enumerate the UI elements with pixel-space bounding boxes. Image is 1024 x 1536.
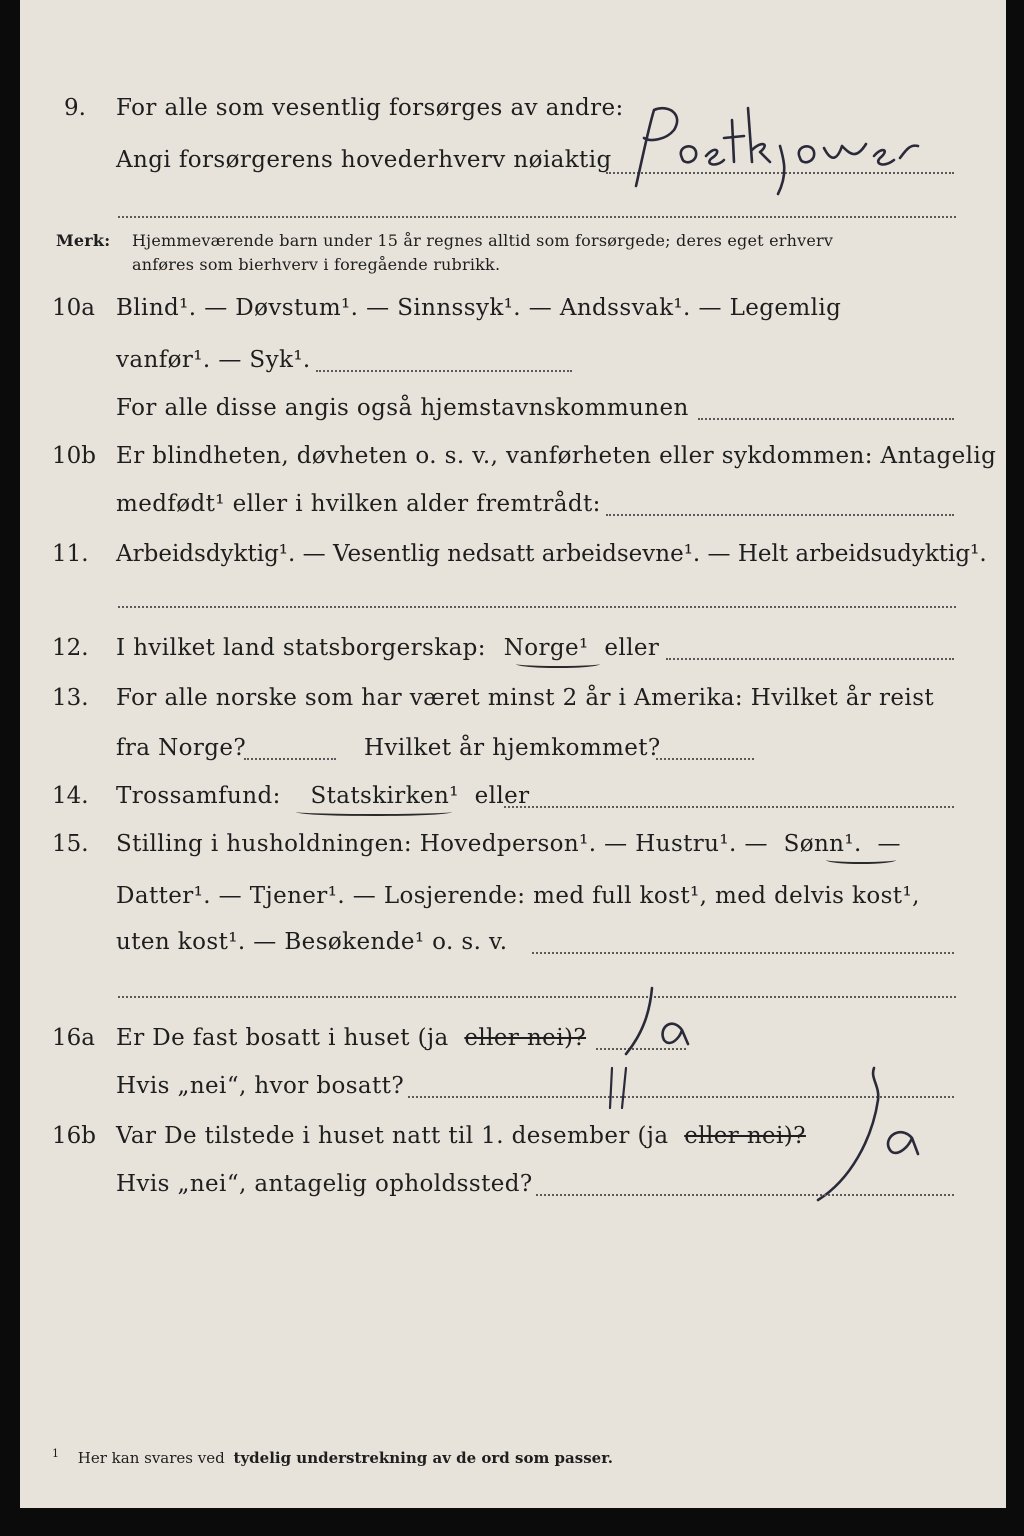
- q15-number: 15.: [52, 831, 89, 857]
- footnote: [52, 1444, 613, 1468]
- merk-label: Merk:: [56, 231, 111, 250]
- q15-line3: uten kost¹. — Besøkende¹ o. s. v.: [116, 929, 508, 955]
- q10a-number: 10a: [52, 295, 95, 321]
- q9-number: 9.: [64, 95, 86, 121]
- q13-number: 13.: [52, 685, 89, 711]
- q10a-line3: For alle disse angis også hjemstavnskommunen: [116, 395, 689, 421]
- footnote-text-b: tydelig understrekning av de ord som passer.: [233, 1449, 613, 1467]
- q10b-answer-line: [606, 514, 954, 516]
- q16b-opholdssted-line: [536, 1194, 954, 1196]
- q9-line1: For alle som vesentlig forsørges av andre:: [116, 95, 624, 121]
- q15-line1: [116, 830, 901, 858]
- q16b-question: Var De tilstede i huset natt til 1. desember (ja: [116, 1123, 669, 1149]
- footnote-text-a: Her kan svares ved: [77, 1449, 225, 1467]
- q12-question: I hvilket land statsborgerskap:: [116, 635, 486, 661]
- q10a-hjemstavn-line: [698, 418, 954, 420]
- q16b-line2: Hvis „nei“, antagelig opholdssted?: [116, 1171, 533, 1197]
- q11-number: 11.: [52, 541, 89, 567]
- q12-answer-line: [666, 658, 954, 660]
- q10a-syk-line: [316, 370, 572, 372]
- q16a-struck-option: eller nei)?: [464, 1025, 587, 1051]
- q13-hjemkommet-line: [656, 758, 754, 760]
- q10b-line2: medfødt¹ eller i hvilken alder fremtrådt:: [116, 491, 601, 517]
- q13-line2b: Hvilket år hjemkommet?: [364, 735, 661, 761]
- census-form-page: [20, 0, 1006, 1508]
- q14-line: [116, 782, 530, 810]
- merk-line1: Hjemmeværende barn under 15 år regnes alltid som forsørgede; deres eget erhverv: [132, 231, 834, 250]
- q12-underline-mark: [516, 660, 600, 668]
- q12-number: 12.: [52, 635, 89, 661]
- scan-bottom-strip: [0, 1508, 1024, 1536]
- q15-line2: Datter¹. — Tjener¹. — Losjerende: med full kost¹, med delvis kost¹,: [116, 883, 920, 909]
- q12-norge-option: Norge¹: [503, 635, 589, 661]
- q15-line1-text: Stilling i husholdningen: Hovedperson¹. — Hustru¹. —: [116, 831, 768, 857]
- q9-line2: Angi forsørgerens hovederhverv nøiaktig: [116, 147, 612, 173]
- q12-eller: eller: [604, 635, 660, 661]
- q13-reist-line: [244, 758, 336, 760]
- q16a-number: 16a: [52, 1025, 95, 1051]
- q14-statskirken-option: Statskirken¹: [310, 783, 459, 809]
- q10a-line2: vanfør¹. — Syk¹.: [116, 347, 311, 373]
- q16b-number: 16b: [52, 1123, 96, 1149]
- q11-line1: Arbeidsdyktig¹. — Vesentlig nedsatt arbeidsevne¹. — Helt arbeidsudyktig¹.: [116, 541, 987, 567]
- q10a-line1: Blind¹. — Døvstum¹. — Sinnssyk¹. — Andssvak¹. — Legemlig: [116, 295, 842, 321]
- q14-number: 14.: [52, 783, 89, 809]
- q14-answer-line: [504, 806, 954, 808]
- q15-dash: —: [877, 831, 901, 857]
- q16a-handwritten-ja: [612, 980, 702, 1060]
- q15-sonn-option: Sønn¹.: [783, 831, 862, 857]
- q16a-line2: Hvis „nei“, hvor bosatt?: [116, 1073, 405, 1099]
- q10b-line1: Er blindheten, døvheten o. s. v., vanførheten eller sykdommen: Antagelig: [116, 443, 997, 469]
- q16a-line1: [116, 1024, 586, 1052]
- q10b-number: 10b: [52, 443, 96, 469]
- q16b-handwritten-ja: [800, 1060, 930, 1210]
- q11-answer-line: [118, 606, 956, 608]
- merk-line2: anføres som bierhverv i foregående rubrikk.: [132, 255, 501, 274]
- q15-extra-line: [118, 996, 956, 998]
- q9-handwritten-answer: [620, 100, 940, 200]
- q14-eller: eller: [474, 783, 530, 809]
- q15-underline-mark: [826, 856, 896, 864]
- q13-line1: For alle norske som har været minst 2 år i Amerika: Hvilket år reist: [116, 685, 935, 711]
- q14-question: Trossamfund:: [116, 783, 281, 809]
- q14-underline-mark: [296, 808, 452, 816]
- q9-extra-line: [118, 216, 956, 218]
- q16a-ditto-mark: [600, 1064, 640, 1114]
- q15-answer-line: [532, 952, 954, 954]
- footnote-mark: 1: [52, 1447, 59, 1460]
- q13-line2a: fra Norge?: [116, 735, 247, 761]
- q16b-struck-option: eller nei)?: [684, 1123, 806, 1149]
- q16b-line1: [116, 1122, 806, 1150]
- q16a-question: Er De fast bosatt i huset (ja: [116, 1025, 449, 1051]
- q12-line: [116, 634, 659, 662]
